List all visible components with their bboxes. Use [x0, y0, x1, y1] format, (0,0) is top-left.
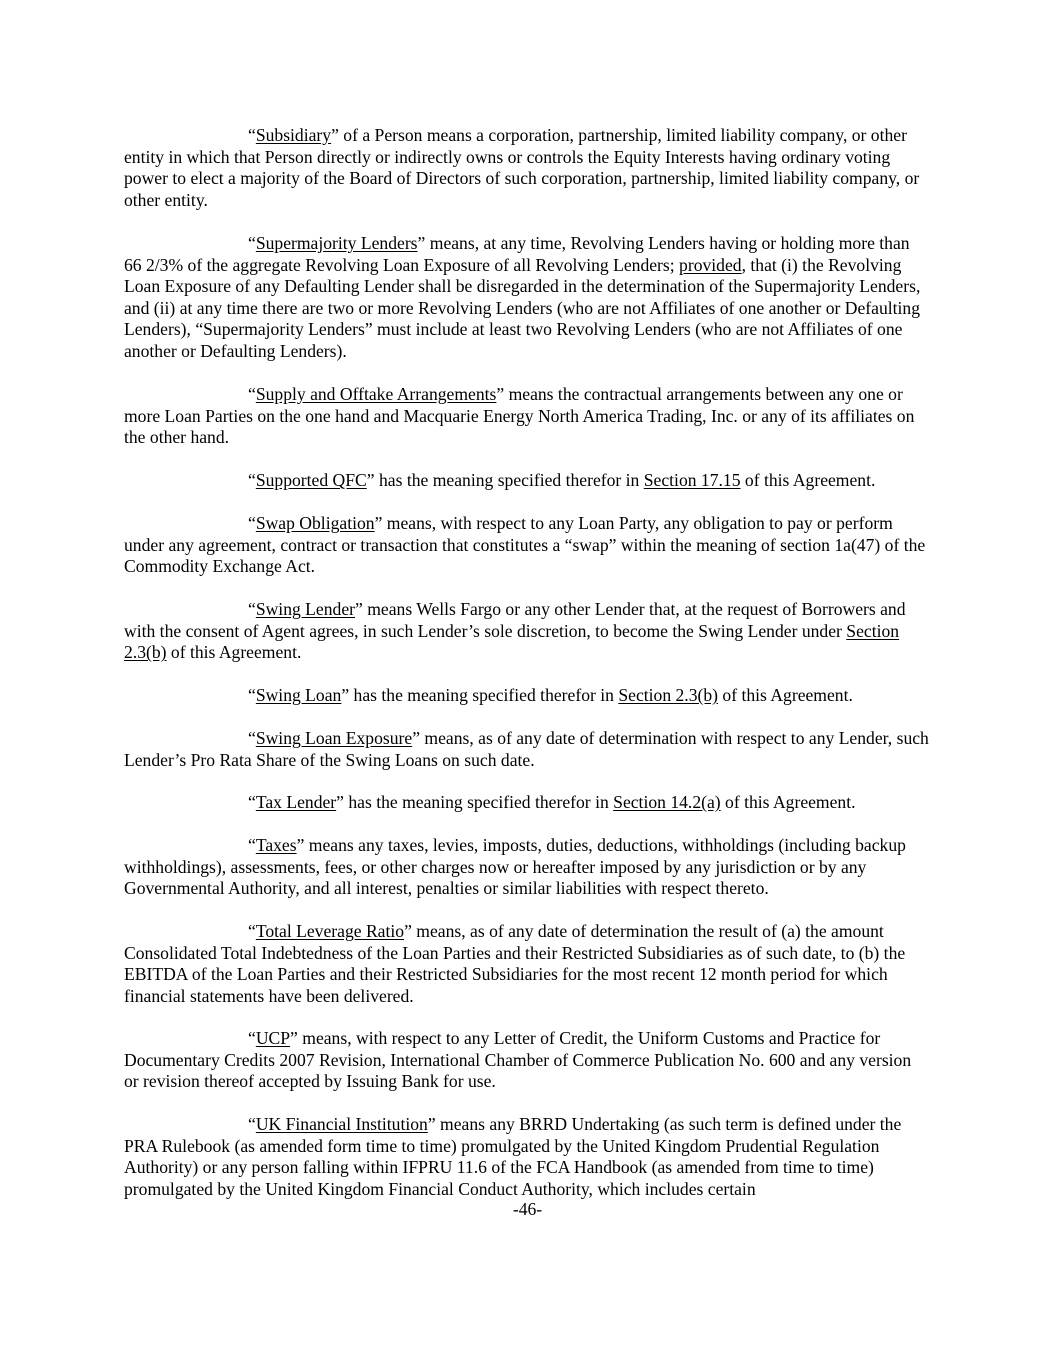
text-run: “	[248, 513, 256, 533]
text-run: “	[248, 728, 256, 748]
underlined-term: UK Financial Institution	[255, 1114, 428, 1134]
text-run: ” means, as of any date of determination with respect to any Lender, such Lender’s Pro Rata Share of the Swing Loans on such date.	[124, 728, 929, 770]
text-run: “	[248, 1114, 256, 1134]
text-run: ” of a Person means a corporation, partnership, limited liability company, or other entity in which that Person directly or indirectly owns or controls the Equity Interests having ordinary voting power to elect a majority of the Board of Directors of such corporation, partnership, limited liability company, or other entity.	[124, 125, 920, 210]
definition-paragraph	[124, 470, 930, 492]
underlined-term: Section 17.15	[643, 470, 741, 490]
text-run: of this Agreement.	[718, 685, 853, 705]
underlined-term: Supermajority Lenders	[255, 233, 418, 253]
definition-paragraph	[124, 792, 930, 814]
text-run: ” means, with respect to any Letter of Credit, the Uniform Customs and Practice for Documentary Credits 2007 Revision, International Chamber of Commerce Publication No. 600 and any version or revision thereof accepted by Issuing Bank for use.	[124, 1028, 912, 1092]
text-run: ” means, at any time, Revolving Lenders having or holding more than 66 2/3% of the aggregate Revolving Loan Exposure of all Revolving Lenders;	[124, 233, 910, 275]
definition-paragraph	[124, 835, 930, 900]
underlined-term: UCP	[255, 1028, 291, 1048]
text-run: “	[248, 125, 256, 145]
text-run: of this Agreement.	[740, 470, 876, 490]
underlined-term: Subsidiary	[255, 125, 332, 145]
text-run: “	[248, 792, 256, 812]
text-run: “	[248, 1028, 256, 1048]
text-run: ” means any BRRD Undertaking (as such term is defined under the PRA Rulebook (as amended form time to time) promulgated by the United Kingdom Prudential Regulation Authority) or any person falling within IFPRU 11.6 of the FCA Handbook (as amended from time to time) promulgated by the United Kingdom Financial Conduct Authority, which includes certain	[124, 1114, 902, 1199]
text-run: ” means the contractual arrangements between any one or more Loan Parties on the one hand and Macquarie Energy North America Trading, Inc. or any of its affiliates on the other hand.	[124, 384, 915, 448]
text-run: ” has the meaning specified therefor in	[336, 792, 614, 812]
underlined-term: Swing Loan Exposure	[255, 728, 413, 748]
definition-paragraph	[124, 513, 930, 578]
text-run: “	[248, 835, 256, 855]
definition-paragraph	[124, 728, 930, 771]
definition-paragraph	[124, 685, 930, 707]
text-run: ” means, with respect to any Loan Party, any obligation to pay or perform under any agreement, contract or transaction that constitutes a “swap” within the meaning of section 1a(47) of the Commodity Exchange Act.	[124, 513, 926, 577]
text-run: ” means, as of any date of determination the result of (a) the amount Consolidated Total Indebtedness of the Loan Parties and their Restricted Subsidiaries as of such date, to (b) the EBITDA of the Loan Parties and their Restricted Subsidiaries for the most recent 12 month period for which financial statements have been delivered.	[124, 921, 906, 1006]
text-run: ” has the meaning specified therefor in	[366, 470, 644, 490]
text-run: ” has the meaning specified therefor in	[341, 685, 619, 705]
text-run: “	[248, 384, 256, 404]
underlined-term: Swing Lender	[255, 599, 356, 619]
underlined-term: Swing Loan	[255, 685, 342, 705]
definition-paragraph	[124, 1028, 930, 1093]
definition-paragraph	[124, 599, 930, 664]
text-run: “	[248, 685, 256, 705]
definition-paragraph	[124, 233, 930, 363]
text-run: “	[248, 233, 256, 253]
definition-paragraph	[124, 384, 930, 449]
underlined-term: Supply and Offtake Arrangements	[255, 384, 497, 404]
definition-paragraph	[124, 125, 930, 211]
text-run: “	[248, 470, 256, 490]
underlined-term: Total Leverage Ratio	[255, 921, 405, 941]
text-run: , that (i) the Revolving Loan Exposure of any Defaulting Lender shall be disregarded in the determination of the Supermajority Lenders, and (ii) at any time there are two or more Revolving Lenders (who are not Affiliates of one another or Defaulting Lenders), “Supermajority Lenders” must include at least two Revolving Lenders (who are not Affiliates of one another or Defaulting Lenders).	[124, 254, 921, 361]
definition-paragraph	[124, 1114, 930, 1200]
underlined-term: Supported QFC	[255, 470, 367, 490]
text-run: ” means any taxes, levies, imposts, duties, deductions, withholdings (including backup withholdings), assessments, fees, or other charges now or hereafter imposed by any jurisdiction or by any Governmental Authority, and all interest, penalties or similar liabilities with respect thereto.	[124, 835, 906, 899]
text-run: of this Agreement.	[720, 792, 856, 812]
text-run: of this Agreement.	[166, 642, 302, 663]
underlined-term: Section 2.3(b)	[618, 685, 719, 705]
text-run: ” means Wells Fargo or any other Lender that, at the request of Borrowers and with the consent of Agent agrees, in such Lender’s sole discretion, to become the Swing Lender under	[124, 599, 906, 641]
page-number: -46-	[512, 1199, 543, 1219]
text-run: “	[248, 921, 256, 941]
text-run: “	[248, 599, 256, 619]
underlined-term: Taxes	[255, 835, 297, 855]
underlined-term: provided	[679, 254, 742, 275]
underlined-term: Section 2.3(b)	[124, 620, 900, 663]
definition-paragraph	[124, 921, 930, 1007]
underlined-term: Swap Obligation	[255, 513, 375, 533]
underlined-term: Tax Lender	[255, 792, 337, 812]
underlined-term: Section 14.2(a)	[613, 792, 721, 812]
